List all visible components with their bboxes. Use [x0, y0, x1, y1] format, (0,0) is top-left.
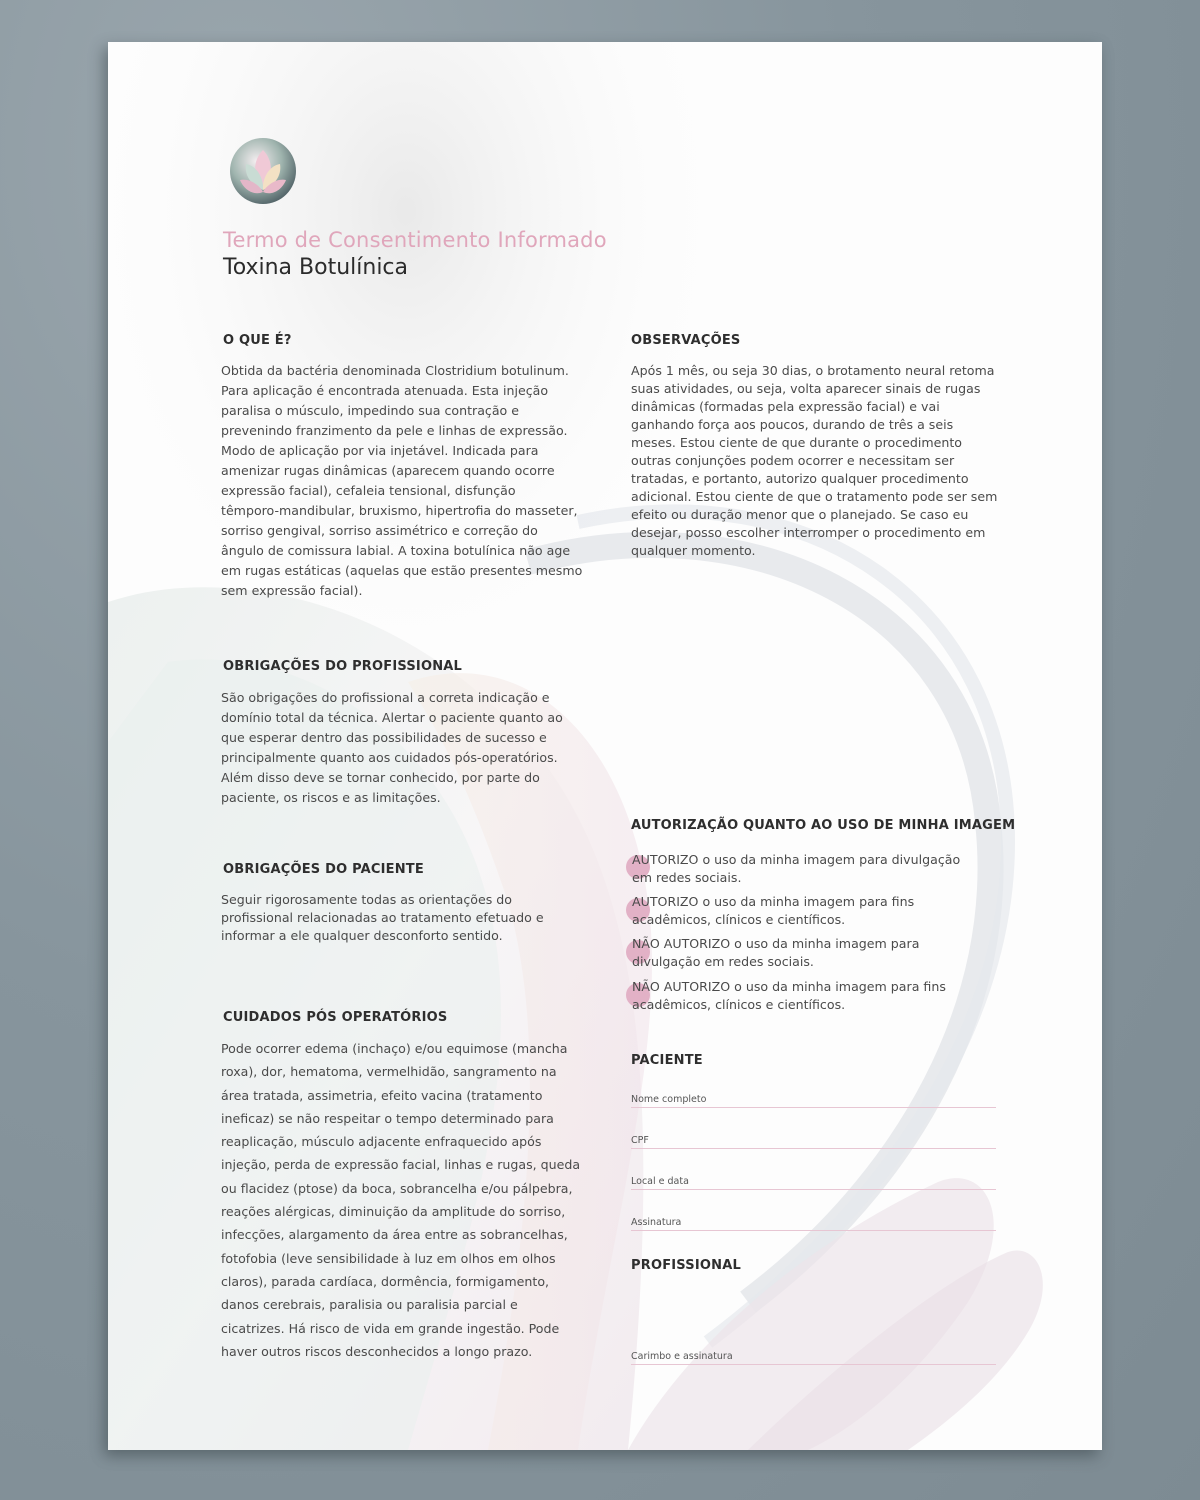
text-line: amenizar rugas dinâmicas (aparecem quando ocorre	[221, 463, 555, 478]
text-line: Para aplicação é encontrada atenuada. Esta injeção	[221, 383, 549, 398]
text-line: prevenindo franzimento da pele e linhas de expressão.	[221, 423, 568, 438]
text-line: AUTORIZO o uso da minha imagem para divulgação	[632, 852, 961, 867]
text-line: divulgação em redes sociais.	[632, 954, 814, 969]
text-line: acadêmicos, clínicos e científicos.	[632, 997, 846, 1012]
text-line: AUTORIZO o uso da minha imagem para fins	[632, 894, 915, 909]
authorization-option-3-label	[632, 935, 977, 971]
text-line: claros), parada cardíaca, dormência, formigamento,	[221, 1273, 550, 1289]
professional-stamp-signature-field[interactable]	[631, 1344, 996, 1365]
text-line: acadêmicos, clínicos e científicos.	[632, 912, 846, 927]
text-line: NÃO AUTORIZO o uso da minha imagem para fins	[632, 979, 946, 994]
text-line: outras conjunções podem ocorrer e necessitam ser	[631, 453, 955, 468]
text-line: ângulo de comissura labial. A toxina botulínica não age	[221, 543, 571, 558]
text-line: em rugas estáticas (aquelas que estão presentes mesmo	[221, 563, 583, 578]
text-line: reaplicação, músculo adjacente enfraquecido após	[221, 1134, 542, 1150]
field-label: Carimbo e assinatura	[631, 1351, 733, 1362]
section-body-observations	[631, 362, 997, 560]
section-heading-post-op-care: CUIDADOS PÓS OPERATÓRIOS	[223, 1010, 448, 1025]
section-heading-patient-obligations: OBRIGAÇÕES DO PACIENTE	[223, 862, 424, 877]
text-line: área tratada, assimetria, efeito vacina (tratamento	[221, 1087, 543, 1103]
text-line: roxa), dor, hematoma, vermelhidão, sangramento na	[221, 1064, 557, 1080]
section-body-patient-obligations	[221, 891, 544, 945]
text-line: reações alérgicas, diminuição da amplitude do sorriso,	[221, 1204, 566, 1220]
text-line: Após 1 mês, ou seja 30 dias, o brotamento neural retoma	[631, 363, 995, 378]
text-line: fotofobia (leve sensibilidade à luz em olhos em olhos	[221, 1250, 556, 1266]
authorization-option-4-label	[632, 978, 977, 1014]
text-line: injeção, perda de expressão facial, linhas e rugas, queda	[221, 1157, 581, 1173]
text-line: São obrigações do profissional a correta indicação e	[221, 690, 550, 705]
text-line: haver outros riscos desconhecidos a longo prazo.	[221, 1343, 533, 1359]
text-line: têmporo-mandibular, bruxismo, hipertrofia do masseter,	[221, 503, 578, 518]
lotus-flower-sphere-logo	[228, 136, 298, 206]
text-line: profissional relacionadas ao tratamento efetuado e	[221, 910, 544, 925]
text-line: adicional. Estou ciente de que o tratamento pode ser sem	[631, 489, 998, 504]
section-heading-image-authorization: AUTORIZAÇÃO QUANTO AO USO DE MINHA IMAGEM	[631, 818, 1016, 833]
text-line: Obtida da bactéria denominada Clostridium botulinum.	[221, 363, 569, 378]
document-title: Termo de Consentimento Informado	[223, 228, 607, 252]
text-line: em redes sociais.	[632, 870, 742, 885]
text-line: Pode ocorrer edema (inchaço) e/ou equimose (mancha	[221, 1041, 568, 1056]
text-line: desejar, posso escolher interromper o procedimento em	[631, 525, 986, 540]
section-heading-professional-obligations: OBRIGAÇÕES DO PROFISSIONAL	[223, 659, 463, 674]
text-line: qualquer momento.	[631, 543, 756, 558]
text-line: ineficaz) se não respeitar o tempo determinado para	[221, 1110, 554, 1126]
text-line: ou flacidez (ptose) da boca, sobrancelha e/ou pálpebra,	[221, 1180, 573, 1196]
text-line: informar a ele qualquer desconforto sentido.	[221, 928, 503, 943]
text-line: suas atividades, ou seja, volta aparecer sinais de rugas	[631, 381, 981, 396]
text-line: infecções, alargamento da área entre as sobrancelhas,	[221, 1227, 568, 1243]
text-line: sem expressão facial).	[221, 583, 363, 598]
text-line: sorriso gengival, sorriso assimétrico e correção do	[221, 523, 538, 538]
text-line: danos cerebrais, paralisia ou paralisia parcial e	[221, 1297, 518, 1313]
section-heading-professional: PROFISSIONAL	[631, 1258, 741, 1273]
text-line: Modo de aplicação por via injetável. Indicada para	[221, 443, 539, 458]
text-line: tratadas, e portanto, autorizo qualquer procedimento	[631, 471, 969, 486]
patient-full-name-field[interactable]	[631, 1087, 996, 1108]
authorization-option-2-label	[632, 893, 977, 929]
section-body-professional-obligations	[221, 688, 563, 808]
section-heading-patient: PACIENTE	[631, 1053, 703, 1068]
patient-signature-field[interactable]	[631, 1210, 996, 1231]
patient-place-date-field[interactable]	[631, 1169, 996, 1190]
text-line: expressão facial), cefaleia tensional, disfunção	[221, 483, 516, 498]
patient-cpf-field[interactable]	[631, 1128, 996, 1149]
text-line: efeito ou duração menor que o planejado. Se caso eu	[631, 507, 969, 522]
consent-form-page	[108, 42, 1102, 1450]
section-heading-what-is: O QUE É?	[223, 333, 292, 348]
document-subtitle: Toxina Botulínica	[223, 255, 409, 280]
text-line: meses. Estou ciente de que durante o procedimento	[631, 435, 963, 450]
text-line: NÃO AUTORIZO o uso da minha imagem para	[632, 936, 920, 951]
text-line: paciente, os riscos e as limitações.	[221, 790, 441, 805]
text-line: paralisa o músculo, impedindo sua contração e	[221, 403, 520, 418]
text-line: dinâmicas (formadas pela expressão facial) e vai	[631, 399, 940, 414]
text-line: ganhando força aos poucos, durando de três a seis	[631, 417, 954, 432]
authorization-option-1-label	[632, 851, 977, 887]
text-line: Seguir rigorosamente todas as orientações do	[221, 892, 512, 907]
field-label: Local e data	[631, 1176, 689, 1187]
text-line: cicatrizes. Há risco de vida em grande ingestão. Pode	[221, 1320, 560, 1336]
field-label: Nome completo	[631, 1094, 707, 1105]
text-line: domínio total da técnica. Alertar o paciente quanto ao	[221, 710, 563, 725]
text-line: principalmente quanto aos cuidados pós-operatórios.	[221, 750, 558, 765]
section-heading-observations: OBSERVAÇÕES	[631, 333, 741, 348]
section-body-post-op-care	[221, 1037, 580, 1363]
field-label: CPF	[631, 1135, 649, 1146]
section-body-what-is	[221, 361, 582, 601]
text-line: Além disso deve se tornar conhecido, por parte do	[221, 770, 540, 785]
field-label: Assinatura	[631, 1217, 682, 1228]
text-line: que esperar dentro das possibilidades de sucesso e	[221, 730, 547, 745]
